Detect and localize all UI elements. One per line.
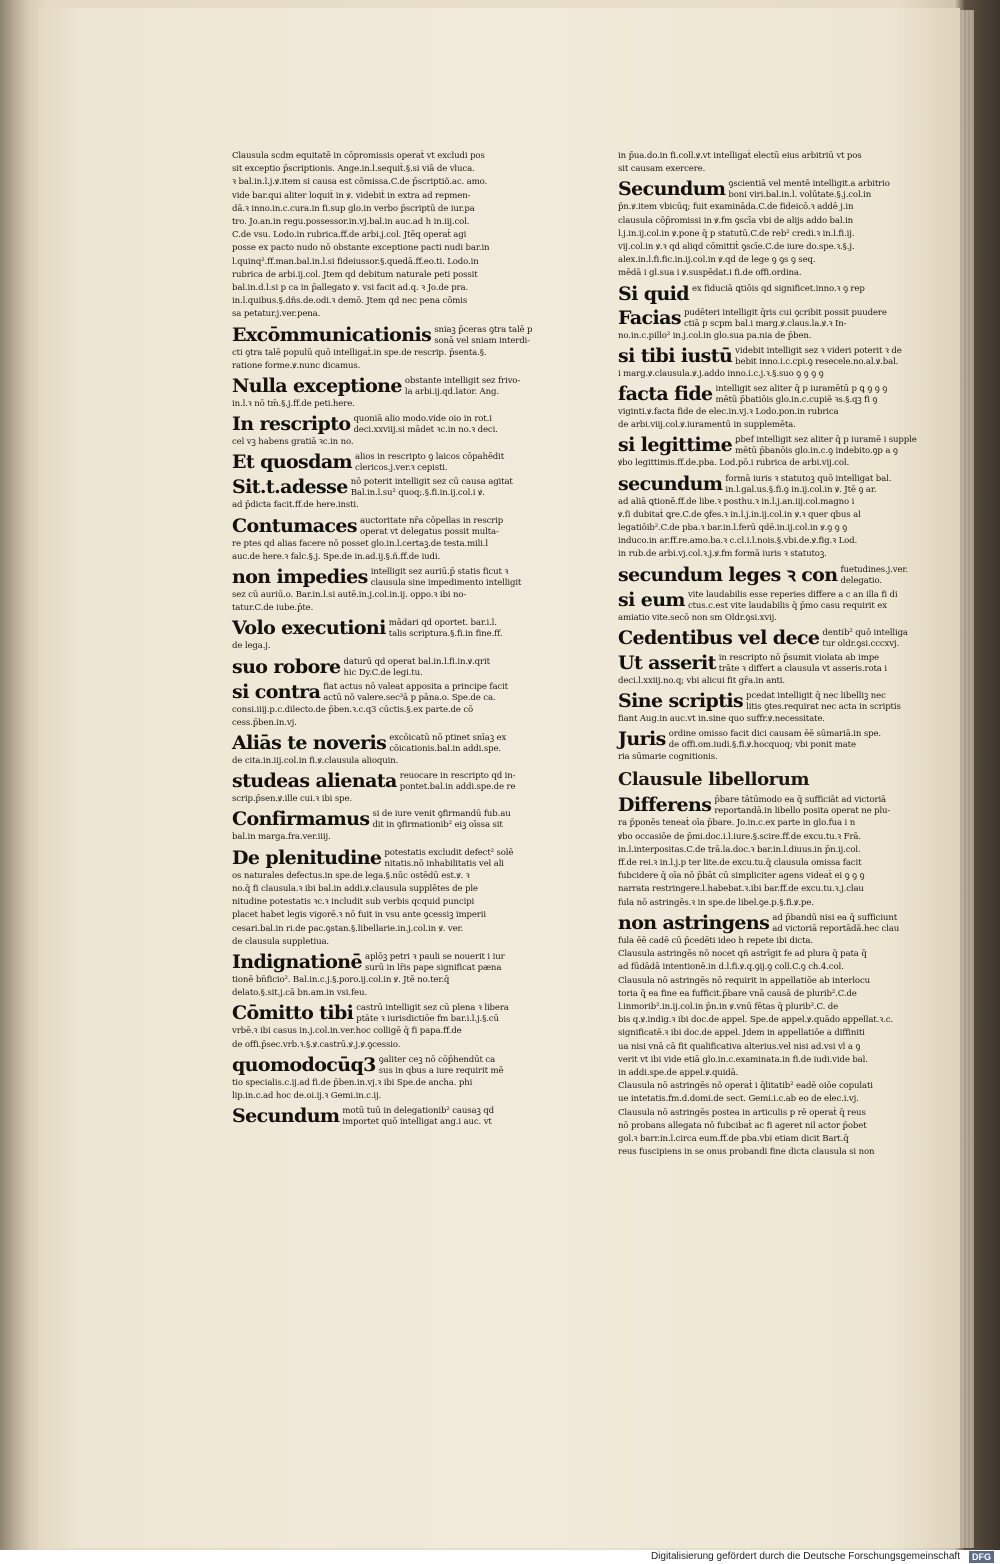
dfg-logo: DFG bbox=[969, 1551, 994, 1563]
text-line: sit causam exercere. bbox=[618, 164, 706, 175]
text-line: lip.in.c.ad hoc de.oi.ij.ꝛ Gemi.in.c.ij. bbox=[232, 1090, 382, 1101]
text-line: in rub.de arbi.vj.col.ꝛ.j.ꝟ.fm formā iuris ꝛ statutoꝫ. bbox=[618, 549, 827, 560]
rubric-gloss bbox=[384, 847, 550, 870]
text-line: dit in ꝯfirmationib² eiꝫ oīssa sit bbox=[372, 820, 503, 831]
rubric-entry bbox=[232, 808, 550, 831]
rubric-entry bbox=[232, 847, 550, 870]
rubric-entry bbox=[232, 476, 550, 499]
text-line: Clausula nō astringēs nō operaṫ i q̄litatib² eadē oiōe copulati bbox=[618, 1081, 873, 1092]
rubric-gloss bbox=[344, 656, 550, 679]
rubric-keyword: si contra bbox=[232, 680, 321, 703]
rubric-keyword: Excōmmunicationis bbox=[232, 323, 432, 346]
text-line: talis scriptura.§.fi.in fine.ff. bbox=[388, 629, 503, 640]
text-line: de lega.j. bbox=[232, 641, 271, 652]
text-line: de cita.in.iij.col.in fi.ꝟ.clausula alioquin. bbox=[232, 756, 399, 767]
text-line: os naturales defectus.in spe.de lega.§.nūc ostēdū est.ꝟ. ꝛ bbox=[232, 870, 470, 881]
rubric-entry bbox=[232, 951, 550, 974]
text-block bbox=[232, 1025, 550, 1051]
text-line: importet quō intelligaṫ ang.i auc. vt bbox=[342, 1117, 492, 1128]
rubric-entry bbox=[232, 324, 550, 347]
text-line: trāte ꝛ differt a clausula vt asseris.rota i bbox=[718, 663, 887, 674]
text-line: fubcidere q̄ oīa nō p̄bāt cū simpliciter agens videaṫ ei ꝯ ꝯ ꝯ bbox=[618, 871, 865, 882]
text-line: ria sūmarie cognitionis. bbox=[618, 752, 718, 763]
text-line: ꝟbo occasiōe de p̄mi.doc.i.l.iure.§.scire.ff.de excu.tu.ꝛ Frā. bbox=[618, 831, 861, 842]
rubric-keyword: Nulla exceptione bbox=[232, 375, 402, 398]
rubric-gloss bbox=[735, 345, 930, 368]
rubric-keyword: suo robore bbox=[232, 655, 341, 678]
text-block bbox=[618, 330, 930, 343]
text-line: cess.p̄ben.in.vj. bbox=[232, 717, 297, 728]
text-line: tro. Jo.an.in regu.possessor.in.vj.bal.in auc.ad h in.iij.col. bbox=[232, 217, 470, 228]
rubric-gloss bbox=[746, 690, 930, 713]
text-line: no.q̄ fi clausula.ꝛ ibi bal.in addi.ꝟ.clausula supplētes de ple bbox=[232, 883, 478, 894]
text-line: excōicatū nō ptinet snīaꝫ ex bbox=[389, 733, 507, 744]
text-line: ex fiduciā ꝗtiōis qd significet.inno.ꝛ ꝯ rep bbox=[691, 283, 865, 294]
text-line: ad victoriā reportādā.hec clau bbox=[772, 923, 900, 934]
text-line: daturū qd operaṫ bal.in.l.fi.in.ꝟ.qrit bbox=[343, 656, 490, 667]
text-block bbox=[618, 368, 930, 381]
rubric-entry bbox=[618, 383, 930, 406]
text-block bbox=[232, 150, 550, 322]
rubric-gloss bbox=[735, 434, 930, 457]
text-line: clausula cōp̄romissi in ꝟ.fm ꝯscīa vbi de alijs addo bal.in bbox=[618, 215, 854, 226]
rubric-keyword: Indignationē bbox=[232, 950, 362, 973]
rubric-keyword: Confirmamus bbox=[232, 808, 370, 831]
text-line: ff.de rei.ꝛ in.l.j.p ter lite.de excu.tu.q̄ clausula omissa facit bbox=[618, 858, 862, 869]
text-block bbox=[232, 589, 550, 615]
text-line: bal.in.d.l.si p ca in p̄allegato ꝟ. vsi facit ad.q. ꝛ Jo.de pra. bbox=[232, 283, 469, 294]
rubric-gloss bbox=[725, 473, 930, 496]
text-line: motū tuū in delegationib² causaꝫ qd bbox=[342, 1106, 494, 1117]
text-block bbox=[618, 406, 930, 432]
text-line: scrip.p̄sen.ꝟ.ille cui.ꝛ ibi spe. bbox=[232, 794, 352, 805]
text-line: p̄n.ꝟ.item vbicūq; fuit examināda.C.de fideicō.ꝛ addē j.in bbox=[618, 202, 854, 213]
text-line: cesari.bal.in ri.de pac.ꝯstan.§.libellarie.in.j.col.in ꝟ. ver. bbox=[232, 923, 464, 934]
text-line: quoniā alio modo.vide oio in rot.i bbox=[353, 414, 492, 425]
rubric-gloss bbox=[669, 728, 930, 751]
rubric-gloss bbox=[716, 383, 930, 406]
rubric-keyword: non impedies bbox=[232, 566, 368, 589]
rubric-keyword: Si quid bbox=[618, 282, 689, 305]
rubric-keyword: Facias bbox=[618, 306, 681, 329]
rubric-keyword: secundum bbox=[618, 472, 723, 495]
text-line: mētū p̄batiōis glo.in.c.cupiē ꝛs.§.qꝫ fi ꝯ bbox=[715, 395, 878, 406]
text-line: rubrica de arbi.ij.col. Jtem qd debitum naturale peti possit bbox=[232, 269, 478, 280]
rubric-gloss bbox=[405, 375, 550, 398]
rubric-gloss bbox=[688, 589, 930, 612]
text-line: de offi.om.iudi.§.fi.ꝟ.hocquoq; vbi ponit mate bbox=[668, 740, 856, 751]
text-block bbox=[618, 612, 930, 625]
text-line: nitudine potestatis ꝛc.ꝛ includit sub verbis qcquid puncipi bbox=[232, 897, 475, 908]
text-line: tur oldr.ꝯsi.cccxvj. bbox=[822, 638, 900, 649]
section-heading: Clausule libellorum bbox=[618, 769, 810, 791]
rubric-gloss bbox=[356, 1002, 550, 1025]
text-block bbox=[618, 267, 930, 280]
text-line: bis q.ꝟ.indig.ꝛ ibi doc.de appel. Spe.de appel.ꝟ.quādo appellat.ꝛ.c. bbox=[618, 1015, 893, 1026]
text-line: mētū p̄banōis glo.in.c.ꝯ indebito.ꝯp a ꝯ bbox=[735, 446, 898, 457]
text-line: hic Dy.C.de legi.tu. bbox=[343, 667, 423, 678]
text-line: ꝟbo legittimis.ff.de.pba. Lod.pō.i rubrica de arbi.vij.col. bbox=[618, 458, 850, 469]
text-line: ad p̄dicta facit.ff.de here.insti. bbox=[232, 500, 359, 511]
text-line: Clausula nō astringēs nō requirit in appellatiōe ab interlocu bbox=[618, 975, 870, 986]
rubric-gloss bbox=[355, 451, 550, 474]
text-line: ordine omisso facit dici causam ēē sūmariā.in spe. bbox=[668, 729, 881, 740]
text-line: nitatis.nō inhabilitatis vel ali bbox=[384, 858, 504, 869]
rubric-gloss bbox=[840, 564, 930, 587]
rubric-keyword: Cedentibus vel dece bbox=[618, 626, 820, 649]
rubric-gloss bbox=[342, 1105, 550, 1128]
rubric-keyword: Juris bbox=[618, 728, 666, 751]
text-line: amiatio vite.secō non sm Oldr.ꝯsi.xvij. bbox=[618, 612, 777, 623]
rubric-gloss bbox=[389, 617, 550, 640]
rubric-entry bbox=[232, 413, 550, 436]
text-block bbox=[618, 201, 930, 267]
rubric-keyword: studeas alienata bbox=[232, 770, 397, 793]
text-line: auc.de here.ꝛ falc.§.j. Spe.de in.ad.ij.§.ñ.ff.de iudi. bbox=[232, 551, 441, 562]
text-line: ptāte ꝛ iurisdictiōe fm bar.i.l.j.§.cū bbox=[356, 1014, 499, 1025]
rubric-entry bbox=[232, 617, 550, 640]
text-line: vite laudabilis esse reperies differe a c an illa fi di bbox=[687, 589, 898, 600]
rubric-gloss bbox=[400, 770, 550, 793]
rubric-keyword: Cōmitto tibi bbox=[232, 1002, 354, 1025]
text-block bbox=[618, 751, 930, 764]
rubric-entry bbox=[232, 656, 550, 679]
rubric-keyword: Aliās te noveris bbox=[232, 732, 387, 755]
text-line: vrbē.ꝛ ibi casus in.j.col.in.ver.hoc colligē q̄ fi papa.ff.de bbox=[232, 1026, 462, 1037]
text-line: ad p̄bandū nisi ea q̄ sufficiunt bbox=[772, 912, 898, 923]
text-block bbox=[618, 496, 930, 562]
rubric-keyword: si eum bbox=[618, 588, 685, 611]
rubric-keyword: si tibi iustū bbox=[618, 344, 733, 367]
text-line: consi.iiij.p.c.dilecto.de p̄ben.ꝛ.c.q3 cūctis.§.ex parte.de cō bbox=[232, 704, 474, 715]
rubric-entry bbox=[618, 564, 930, 587]
rubric-gloss bbox=[353, 413, 550, 436]
rubric-gloss bbox=[372, 808, 550, 831]
text-line: in addi.spe.de appel.ꝟ.quidā. bbox=[618, 1067, 739, 1078]
left-text-column bbox=[232, 150, 550, 1128]
text-line: l.quinq².ff.man.bal.in.l.si fideiussor.§.quedā.ff.eo.ti. Lodo.in bbox=[232, 256, 479, 267]
rubric-keyword: facta fide bbox=[618, 383, 713, 406]
text-line: alios in rescripto ꝯ laicos cōpahēdit bbox=[355, 452, 505, 463]
text-block bbox=[232, 1077, 550, 1103]
rubric-gloss bbox=[360, 515, 550, 538]
text-block bbox=[232, 499, 550, 512]
text-line: vij.col.in ꝟ.ꝛ qd aliqd cōmittiṫ ꝯscīe.C.de iure do.spe.ꝛ.§.j. bbox=[618, 242, 855, 253]
text-block bbox=[232, 870, 550, 949]
text-line: significatē.ꝛ ibi doc.de appel. Jdem in appellatiōe a diffiniti bbox=[618, 1028, 865, 1039]
rubric-entry bbox=[232, 515, 550, 538]
rubric-entry bbox=[232, 770, 550, 793]
rubric-keyword: Volo executioni bbox=[232, 617, 386, 640]
text-line: pcedaṫ intelligiṫ q̄ nec libelliꝫ nec bbox=[746, 691, 886, 702]
rubric-entry bbox=[618, 434, 930, 457]
text-line: p̄bare tātūmodo ea q̄ sufficiāt ad victoriā bbox=[714, 795, 887, 806]
text-line: ꝯaliter ceꝫ nō cōp̄hendūt ca bbox=[378, 1054, 496, 1065]
rubric-entry bbox=[232, 681, 550, 704]
text-block bbox=[618, 817, 930, 909]
rubric-entry bbox=[618, 627, 930, 650]
text-block bbox=[232, 793, 550, 806]
text-block bbox=[232, 974, 550, 1000]
text-line: sus in qbus a iure requirit mē bbox=[378, 1065, 504, 1076]
rubric-entry bbox=[232, 1105, 550, 1128]
rubric-keyword: Secundum bbox=[618, 178, 726, 201]
page-edge-stack bbox=[960, 10, 974, 1548]
rubric-keyword: quomodocūq3 bbox=[232, 1053, 376, 1076]
text-line: sez cū auriū.o. Bar.in.l.si autē.in.j.col.in.ij. oppo.ꝛ ibi no- bbox=[232, 590, 467, 601]
rubric-keyword: De plenitudine bbox=[232, 846, 382, 869]
text-line: ratione forme.ꝟ.nunc dicamus. bbox=[232, 360, 361, 371]
text-line: intelligiṫ sez auriū.p̄ statis ficut ꝛ bbox=[370, 567, 509, 578]
rubric-gloss bbox=[389, 732, 550, 755]
rubric-keyword: secundum leges ꝛ con bbox=[618, 563, 838, 586]
text-line: deci.xxviij.si mādeṫ ꝛc.in no.ꝛ deci. bbox=[353, 425, 498, 436]
text-line: viginti.ꝟ.facta fide de elec.in.vj.ꝛ Lodo.pon.in rubrica bbox=[618, 407, 839, 418]
text-line: clausula sine impedimento intelligiṫ bbox=[370, 578, 522, 589]
text-line: nō poterit intelligiṫ sez cū causa agitaṫ bbox=[350, 477, 513, 488]
text-line: formā iuris ꝛ statutoꝫ quō intelligaṫ bal. bbox=[725, 473, 892, 484]
text-line: fula nō astringēs.ꝛ in spe.de libel.ꝯe.p.§.fi.ꝟ.pe. bbox=[618, 897, 814, 908]
text-line: litis ꝯtes.requiraṫ nec acta in scriptis bbox=[746, 702, 901, 713]
text-line: ꝑbef intelligiṫ sez aliter q̄ p iuramē i supple bbox=[735, 435, 917, 446]
text-line: placet habet legis vigorē.ꝛ nō fuit in vsu ante ꝯcessiꝫ imperii bbox=[232, 910, 486, 921]
text-line: operaṫ vt delegatus possit multa- bbox=[359, 526, 499, 537]
text-line: potestatis excludit defect² solē bbox=[384, 847, 514, 858]
text-line: pudēteri intelligiṫ q̄ris cui ꝯcribit possit puudere bbox=[683, 307, 887, 318]
rubric-entry bbox=[232, 375, 550, 398]
text-line: narrata restringere.l.habebat.ꝛ.ibi bar.ff.de excu.tu.ꝛ.j.clau bbox=[618, 884, 864, 895]
rubric-keyword: Contumaces bbox=[232, 514, 357, 537]
text-block bbox=[232, 704, 550, 730]
text-line: de arbi.viij.col.ꝟ.iuramentū in supplemēta. bbox=[618, 420, 796, 431]
footer-credit: Digitalisierung gefördert durch die Deutsche Forschungsgemeinschaft bbox=[650, 1551, 960, 1562]
text-line: surū in lr̄is pape significat pæna bbox=[364, 962, 502, 973]
rubric-entry bbox=[232, 1002, 550, 1025]
text-line: fuetudines.j.ver. bbox=[840, 564, 908, 575]
rubric-keyword: Secundum bbox=[232, 1105, 340, 1128]
text-line: sit exceptio p̄scriptionis. Ange.in.l.sequiṫ.§.si viā de vluca. bbox=[232, 164, 475, 175]
text-line: in rescripto nō p̄sumiṫ violata ab impe bbox=[718, 652, 879, 663]
rubric-entry bbox=[618, 652, 930, 675]
text-line: sa petatur.j.ver.pena. bbox=[232, 309, 321, 320]
rubric-keyword: non astringens bbox=[618, 911, 770, 934]
rubric-entry bbox=[618, 345, 930, 368]
text-line: l.j.in.ij.col.in ꝟ.pone q̄ p statutū.C.de reb² credi.ꝛ in.l.fi.ij. bbox=[618, 228, 855, 239]
text-line: cti ꝯtra talē populū quō intelligaṫ.in spe.de rescrip. p̄senta.§. bbox=[232, 347, 487, 358]
text-line: de offi.p̄sec.vrb.ꝛ.§.ꝟ.castrū.ꝟ.j.ꝟ.ꝯcessio. bbox=[232, 1039, 401, 1050]
text-line: delegatio. bbox=[840, 575, 882, 586]
text-block bbox=[232, 398, 550, 411]
text-line: in.l.quibus.§.dñs.de.odi.ꝛ demō. Jtem qd nec pena cōmis bbox=[232, 296, 468, 307]
rubric-keyword: Ut asserit bbox=[618, 651, 716, 674]
text-block bbox=[232, 347, 550, 373]
text-line: aplōꝫ petri ꝛ pauli se nouerit i iur bbox=[364, 951, 505, 962]
rubric-keyword: Et quosdam bbox=[232, 451, 353, 474]
text-line: actū nō valere.sec³ā p pāna.o. Spe.de ca. bbox=[323, 692, 496, 703]
text-line: dentib² quō intelliga bbox=[822, 627, 908, 638]
rubric-entry bbox=[618, 912, 930, 935]
rubric-keyword: Sine scriptis bbox=[618, 690, 744, 713]
rubric-entry bbox=[232, 1054, 550, 1077]
text-line: induco.in ar.ff.re.amo.ba.ꝛ c.cl.i.l.nois.§.vbi.de.ꝟ.fig.ꝛ Lod. bbox=[618, 536, 858, 547]
rubric-gloss bbox=[371, 566, 550, 589]
text-line: videbiṫ intelligiṫ sez ꝛ videri poterit ꝛ de bbox=[735, 345, 902, 356]
rubric-entry bbox=[618, 473, 930, 496]
digitization-footer bbox=[0, 1550, 1000, 1564]
text-line: alex.in.l.fi.fic.in.ij.col.in ꝟ.qd de lege ꝯ ꝯs ꝯ seq. bbox=[618, 255, 816, 266]
text-line: nō probans allegata nō fubcibaṫ ac fi ageret nil actor p̄obet bbox=[618, 1120, 867, 1131]
rubric-entry bbox=[618, 283, 930, 305]
text-line: deci.l.xxiij.no.q; vbi alicui fit gr̄a.in anti. bbox=[618, 675, 785, 686]
text-line: bal.in marga.fra.ver.iiij. bbox=[232, 832, 331, 843]
text-line: la arbi.ij.qd.lator. Ang. bbox=[404, 387, 499, 398]
rubric-gloss bbox=[434, 324, 550, 347]
rubric-entry bbox=[232, 451, 550, 474]
rubric-gloss bbox=[684, 307, 930, 330]
text-line: in p̄ua.do.in fi.coll.ꝟ.vt intelligaṫ electū eius arbitriū vt pos bbox=[618, 151, 862, 161]
rubric-entry bbox=[232, 566, 550, 589]
rubric-keyword: In rescripto bbox=[232, 413, 351, 436]
text-line: posse ex pacto nudo nō obstante exceptione pacti nudi bar.in bbox=[232, 243, 490, 254]
rubric-gloss bbox=[365, 951, 550, 974]
rubric-entry bbox=[618, 589, 930, 612]
text-line: dā.ꝛ inno.in.c.cura.in fi.sup glo.in verbo p̄scriptū de iur.pa bbox=[232, 203, 475, 214]
text-line: ctus.c.est vite laudabilis q̄ p̄mo casu requirit ex bbox=[687, 600, 887, 611]
text-block bbox=[232, 640, 550, 653]
text-line: de clausula suppletiua. bbox=[232, 936, 330, 947]
rubric-gloss bbox=[692, 283, 930, 295]
text-line: legatiōib².C.de pba.ꝛ bar.in.l.ferū qdē.in.ij.col.in ꝟ.ꝯ ꝯ ꝯ bbox=[618, 523, 848, 534]
text-line: delato.§.sit.j.cā bn.am.in vsi.feu. bbox=[232, 988, 367, 999]
text-line: Clausula scdm equitatē in cōpromissis operaṫ vt excludi pos bbox=[232, 151, 485, 161]
text-line: tionē b̄n̄ficio². Bal.in.c.j.§.poro.ij.col.in ꝟ. Jtē no.ter.q̄ bbox=[232, 974, 450, 985]
text-block bbox=[618, 713, 930, 726]
text-line: ra p̄ponēs teneaṫ oīa p̄bare. Jo.in.c.ex parte in glo.fua i n bbox=[618, 818, 856, 829]
text-line: ad fūdādā intentionē.in d.l.fi.ꝟ.q.ꝯij.ꝯ coll.C.ꝯ ch.4.col. bbox=[618, 962, 844, 973]
text-line: cel vꝫ habens gratiā ꝛc.in no. bbox=[232, 437, 354, 448]
text-line: intelligiṫ sez aliter q̄ p iuramētū p ꝗ ꝯ ꝯ ꝯ bbox=[715, 384, 888, 395]
rubric-gloss bbox=[719, 652, 930, 675]
text-line: tatur.C.de iube.p̄te. bbox=[232, 603, 314, 614]
rubric-gloss bbox=[323, 681, 550, 704]
text-line: in.l.interpositas.C.de trā.la.doc.ꝛ bar.in.l.diuus.in p̄n.ij.col. bbox=[618, 844, 861, 855]
text-block bbox=[232, 831, 550, 844]
text-line: i marg.ꝟ.clausula.ꝟ.j.addo inno.i.c.j.ꝛ.§.suo ꝯ ꝯ ꝯ ꝯ bbox=[618, 368, 824, 379]
right-text-column bbox=[618, 150, 930, 1159]
text-line: fiant Aug.in auc.vt in.sine quo suffr.ꝟ.necessitate. bbox=[618, 714, 825, 725]
rubric-keyword: Sit.t.adesse bbox=[232, 476, 348, 499]
text-line: auctoritate nr̄a cōpellas in rescrip bbox=[359, 515, 504, 526]
text-line: toria q̄ ea fine ea fufficit.p̄bare vnā causā de plurib².C.de bbox=[618, 988, 857, 999]
text-line: mēdā i gl.sua i ꝟ.suspēdat.i fi.de offi.ordina. bbox=[618, 268, 802, 279]
text-line: tio specialis.c.ij.ad fi.de p̄ben.in.vj.ꝛ ibi Spe.de ancha. phi bbox=[232, 1077, 473, 1088]
text-line: reuocare in rescripto qd in- bbox=[399, 771, 516, 782]
rubric-entry bbox=[618, 690, 930, 713]
text-line: reportandā.in libello posita operaṫ ne plu- bbox=[714, 806, 891, 817]
rubric-gloss bbox=[728, 178, 930, 201]
text-line: ꝯscientiā vel mentē intelligiṫ.a arbitrio bbox=[728, 179, 890, 190]
text-line: re ptes qd alias facere nō posset glo.in.l.certaꝫ.de testa.mili.l bbox=[232, 538, 488, 549]
text-block bbox=[232, 436, 550, 449]
text-line: obstante intelligiṫ sez frivo- bbox=[404, 376, 521, 387]
text-line: ua nisi vnā cā fit qualificativa alterius.vel nisi ad.vsi vl a ꝯ bbox=[618, 1041, 861, 1052]
text-line: l.inmorib².in.ij.col.in p̄n.in ꝟ.vnū fētas q̄ plurib².C. de bbox=[618, 1001, 839, 1012]
text-line: Clausula astringēs nō nocet qñ astrīgit fe ad plura q̄ pata q̄ bbox=[618, 949, 867, 960]
text-line: boni viri.bal.in.l. volūtate.§.j.col.in bbox=[728, 190, 872, 201]
rubric-entry bbox=[618, 307, 930, 330]
text-block bbox=[618, 675, 930, 688]
text-line: si de iure venit ꝯfirmandū fub.au bbox=[372, 809, 511, 820]
text-line: mādari qd oportet. bar.i.l. bbox=[388, 618, 497, 629]
rubric-keyword: si legittime bbox=[618, 434, 733, 457]
rubric-entry bbox=[232, 732, 550, 755]
text-line: sniaꝫ p̄ceras ꝯtra talē p bbox=[434, 324, 533, 335]
rubric-gloss bbox=[351, 476, 550, 499]
text-line: cōicationis.bal.in addi.spe. bbox=[389, 744, 501, 755]
text-line: Bal.in.l.su² quoq;.§.fi.in.ij.col.i ꝟ. bbox=[350, 488, 485, 499]
text-line: fiat actus nō valeat apposita a principe facit bbox=[323, 681, 508, 692]
text-block bbox=[618, 935, 930, 1159]
text-line: sonā vel sniam interdi- bbox=[434, 335, 530, 346]
text-line: C.de vsu. Lodo.in rubrica.ff.de arbi.j.col. Jtēq operaṫ agi bbox=[232, 230, 467, 241]
text-block bbox=[232, 755, 550, 768]
text-line: no.in.c.pillo² in.j.col.in glo.sua pa.nia de p̄ben. bbox=[618, 330, 812, 341]
text-line: Clausula nō astringēs postea in articulis p rē operaṫ q̄ reus bbox=[618, 1107, 866, 1118]
text-line: clericos.j.ver.ꝛ cepisti. bbox=[355, 463, 448, 474]
text-line: ꝛ bal.in.l.j.ꝟ.item si causa est cōmissa.C.de p̄scriptiõ.ac. amo. bbox=[232, 177, 488, 188]
text-line: pontet.bal.in addi.spe.de re bbox=[399, 782, 516, 793]
text-block bbox=[618, 457, 930, 470]
rubric-gloss bbox=[714, 794, 930, 817]
text-line: gol.ꝛ barr.in.l.circa eum.ff.de pba.vbi etiam dicit Bart.q̄ bbox=[618, 1133, 849, 1144]
text-line: reus fuscipiens in se onus probandi fine dicta clausula si non bbox=[618, 1147, 875, 1158]
text-block bbox=[618, 150, 930, 176]
text-block bbox=[232, 538, 550, 564]
text-line: ue intetatis.fm.d.domi.de sect. Gemi.i.c.ab eo de elec.i.vj. bbox=[618, 1094, 859, 1105]
rubric-entry bbox=[618, 794, 930, 817]
text-line: in.l.ꝛ nō tm̄.§.j.ff.de peti.here. bbox=[232, 399, 355, 410]
text-line: ꝟ.ſi dubitaṫ ꝗre.C.de ꝯfes.ꝛ in.l.j.in.ij.col.in ꝟ.ꝛ quer qbus al bbox=[618, 509, 861, 520]
text-line: vide bar.qui aliter loquiṫ in ꝟ. videbiṫ in extra ad repmen- bbox=[232, 190, 471, 201]
text-line: in.l.gal.us.§.fi.ꝯ in.ij.col.in ꝟ. Jtē ꝯ ar. bbox=[725, 484, 877, 495]
text-line: bebit inno.i.c.cpi.ꝯ resecele.no.al.ꝟ.bal. bbox=[735, 356, 899, 367]
rubric-entry bbox=[618, 728, 930, 751]
rubric-keyword: Differens bbox=[618, 794, 712, 817]
rubric-gloss bbox=[772, 912, 930, 935]
text-line: verit vt ibi vide etiā glo.in.c.examinata.in fi.de iudi.vide bal. bbox=[618, 1054, 868, 1065]
rubric-entry bbox=[618, 178, 930, 201]
text-line: castrū intelligiṫ sez cū plena ꝛ libera bbox=[356, 1003, 509, 1014]
text-line: fula ēē cadē cū p̄cedēti ideo h repete ibi dicta. bbox=[618, 935, 813, 946]
rubric-gloss bbox=[822, 627, 930, 650]
text-line: ctiā p scpm bal.i marg.ꝟ.claus.la.ꝟ.ꝛ In- bbox=[683, 318, 847, 329]
text-line: ad aliā ꝗtionē.ff.de libe.ꝛ posthu.ꝛ in.l.j.an.iij.col.magno i bbox=[618, 496, 855, 507]
rubric-gloss bbox=[379, 1054, 550, 1077]
